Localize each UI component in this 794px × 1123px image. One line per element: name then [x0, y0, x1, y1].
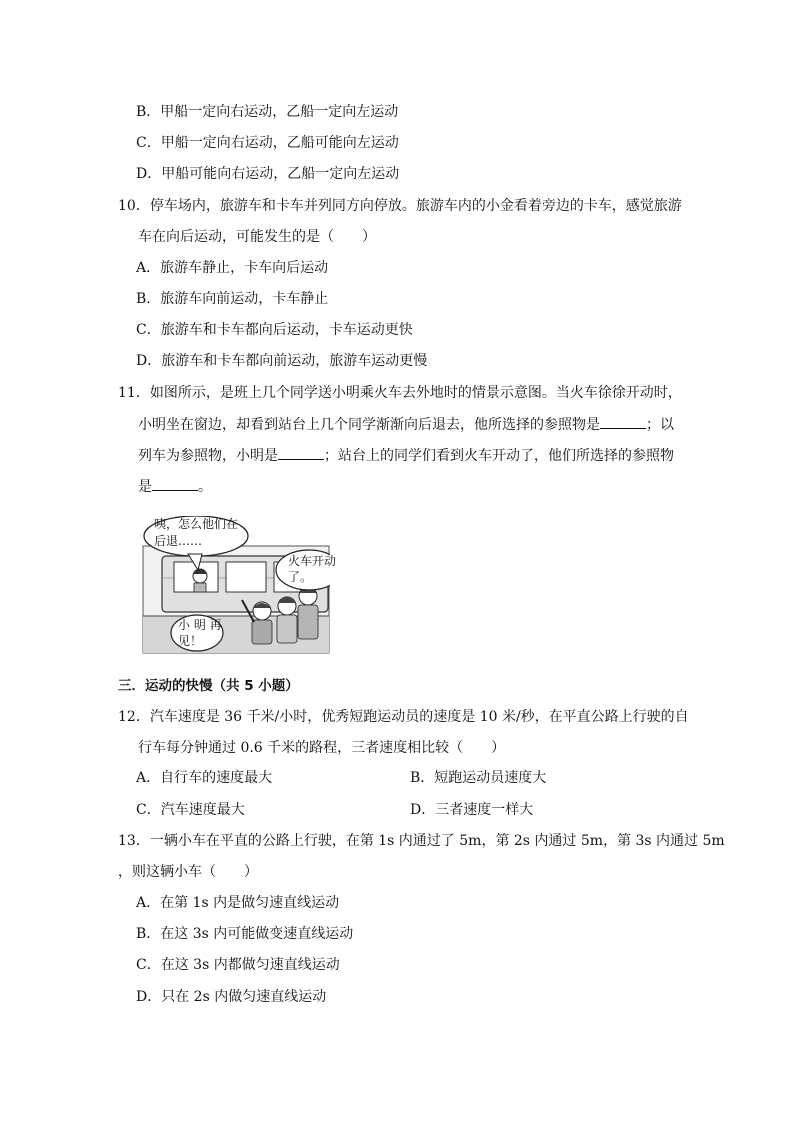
- q10-stem-line2: 车在向后运动，可能发生的是（ ）: [138, 229, 376, 245]
- section-heading: 三．运动的快慢（共 5 小题）: [118, 678, 299, 694]
- bubble-bottom-line1: 小 明 再: [178, 618, 222, 632]
- q12-stem-line1: 12．汽车速度是 36 千米/小时，优秀短跑运动员的速度是 10 米/秒，在平直公路上行驶的自: [118, 709, 689, 725]
- q11-line3-text: 列车为参照物，小明是: [138, 448, 278, 464]
- answer-blank-2: [278, 445, 324, 460]
- q10-option-a: A．旅游车静止，卡车向后运动: [136, 260, 329, 276]
- q9-option-b: B．甲船一定向右运动，乙船一定向左运动: [136, 104, 399, 120]
- q9-option-c: C．甲船一定向右运动，乙船可能向左运动: [136, 135, 399, 151]
- q13-stem-line2: ，则这辆小车（ ）: [118, 864, 258, 880]
- q11-line2-tail: ；以: [646, 417, 674, 433]
- bubble-right-line2: 了。: [288, 570, 313, 584]
- q11-line2-text: 小明坐在窗边，却看到站台上几个同学渐渐向后退去，他所选择的参照物是: [138, 417, 600, 433]
- q13-option-a: A．在第 1s 内是做匀速直线运动: [136, 895, 340, 911]
- q13-option-d: D．只在 2s 内做匀速直线运动: [136, 989, 327, 1005]
- q10-stem-line1: 10．停车场内，旅游车和卡车并列同方向停放。旅游车内的小金看着旁边的卡车，感觉旅游: [118, 198, 682, 214]
- q11-line3: [138, 445, 674, 466]
- answer-blank-3: [152, 476, 198, 491]
- q10-option-c: C．旅游车和卡车都向后运动，卡车运动更快: [136, 322, 413, 338]
- bubble-left-line1: 咦，怎么他们在: [154, 517, 239, 531]
- q10-option-b: B．旅游车向前运动，卡车静止: [136, 291, 329, 307]
- q12-option-c: C．汽车速度最大: [136, 802, 245, 818]
- q11-line4: [138, 476, 212, 497]
- q11-line4-text: 是: [138, 479, 152, 495]
- answer-blank-1: [600, 414, 646, 429]
- q12-option-b: B．短跑运动员速度大: [410, 770, 547, 786]
- bubble-left-line2: 后退……: [154, 534, 203, 548]
- q13-option-c: C．在这 3s 内都做匀速直线运动: [136, 957, 340, 973]
- q13-option-b: B．在这 3s 内可能做变速直线运动: [136, 926, 354, 942]
- q9-option-d: D．甲船可能向右运动，乙船一定向左运动: [136, 166, 400, 182]
- q11-line3-tail: ；站台上的同学们看到火车开动了，他们所选择的参照物: [324, 448, 674, 464]
- bubble-bottom-line2: 见！: [178, 634, 203, 648]
- bubble-right-line1: 火车开动: [288, 554, 337, 568]
- train-scene-illustration: [142, 516, 337, 654]
- q13-stem-line1: 13．一辆小车在平直的公路上行驶，在第 1s 内通过了 5m，第 2s 内通过 5m，第 3s 内通过 5m: [118, 833, 725, 849]
- q10-option-d: D．旅游车和卡车都向前运动，旅游车运动更慢: [136, 353, 428, 369]
- q12-option-a: A．自行车的速度最大: [136, 770, 273, 786]
- q11-line4-tail: 。: [198, 479, 212, 495]
- q11-line1: 11．如图所示，是班上几个同学送小明乘火车去外地时的情景示意图。当火车徐徐开动时，: [118, 385, 682, 401]
- q12-option-d: D．三者速度一样大: [410, 802, 534, 818]
- q12-stem-line2: 行车每分钟通过 0.6 千米的路程，三者速度相比较（ ）: [138, 740, 506, 756]
- q11-line2: [138, 414, 674, 435]
